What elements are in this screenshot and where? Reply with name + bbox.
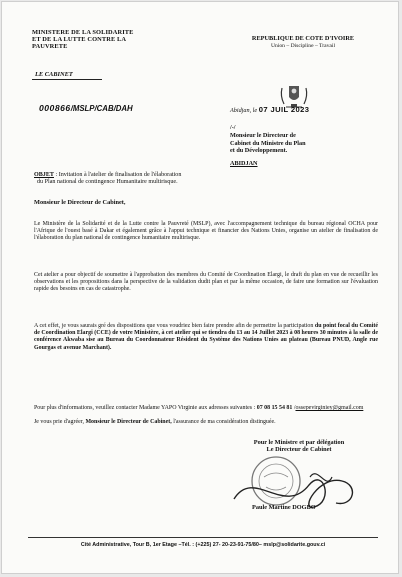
salutation: Monsieur le Directeur de Cabinet, (34, 199, 126, 206)
paragraph-intro: Le Ministère de la Solidarité et de la Lutte contre la Pauvreté (MSLP), avec l'accompagnement technique du bureau régional OCHA pour l'Afrique de l'ouest basé à Dakar et également grâce à l'appui technique et financier des Nations Unies, organise un atelier de finalisation de l'élaboration du plan national de contingence humanitaire multirisque. (34, 221, 378, 242)
recipient-mark: /-/ (230, 124, 236, 131)
header-divider (32, 79, 102, 80)
footer-divider (28, 537, 378, 538)
recipient-address: Monsieur le Directeur de Cabinet du Ministre du Plan et du Développement. (230, 132, 306, 155)
date-stamp: 07 JUIL 2023 (258, 105, 310, 114)
signatory-name: Paule Martine DOGBO (252, 504, 316, 511)
paragraph-contact: Pour plus d'informations, veuillez contacter Madame YAPO Virginie aux adresses suivantes : 07 08 15 54 81 /ossepevirginiey@gmail.com (34, 405, 364, 411)
republic-motto: Union – Discipline – Travail (270, 43, 336, 49)
reference-number: 000866/MSLP/CAB/DAH (39, 103, 133, 113)
contact-email: ossepevirginiey@gmail.com (295, 405, 364, 411)
republic-header (238, 35, 368, 49)
signature-block: Pour le Ministre et par délégation Le Directeur de Cabinet (253, 439, 345, 454)
footer-address: Cité Administrative, Tour B, 1er Etage –Tél. : (+225) 27- 20-23-91-75/80– mslp@solidarite.gouv.ci (80, 542, 326, 548)
paragraph-request: A cet effet, je vous saurais gré des dispositions que vous voudriez bien faire prendre afin de permettre la participation du point focal du Comité de Coordination Elargi (CCE) de votre Ministère, à cet atelier qui se tiendra du 13 au 14 Juillet 2023 à 08 heures 30 minutes à la salle de conférence Akwaba sise au Bureau du Coordonnateur Résident du Système des Nations Unies au plateau (Bureau PNUD, Angle rue Gourgas et avenue Marchant). (34, 323, 379, 351)
cabinet-label: LE CABINET (35, 71, 73, 78)
paragraph-objective: Cet atelier a pour objectif de soumettre à l'approbation des membres du Comité de Coordination Elargi, le draft du plan en vue de recueillir les observations et les propositions dans la perspective de la validation dudit plan et par la même occasion, de faire une formation sur l'évaluation rapide des besoins en cas de catastrophe. (34, 272, 378, 293)
letter-subject: OBJET : Invitation à l'atelier de finalisation de l'élaboration du Plan national de contingence Humanitaire multirisque. (34, 172, 182, 186)
ministry-name: MINISTERE DE LA SOLIDARITE ET DE LA LUTTE CONTRE LA PAUVRETE (32, 29, 134, 51)
paragraph-closing: Je vous prie d'agréer, Monsieur le Directeur de Cabinet, l'assurance de ma considération distinguée. (34, 419, 276, 425)
republic-name: REPUBLIQUE DE COTE D'IVOIRE (251, 35, 355, 42)
official-stamp-and-signature (214, 447, 374, 527)
letter-date: Abidjan, le 07 JUIL 2023 (230, 105, 310, 114)
letter-page (1, 1, 399, 574)
recipient-city: ABIDJAN (230, 160, 258, 167)
contact-phone: 07 08 15 54 81 (256, 405, 293, 411)
